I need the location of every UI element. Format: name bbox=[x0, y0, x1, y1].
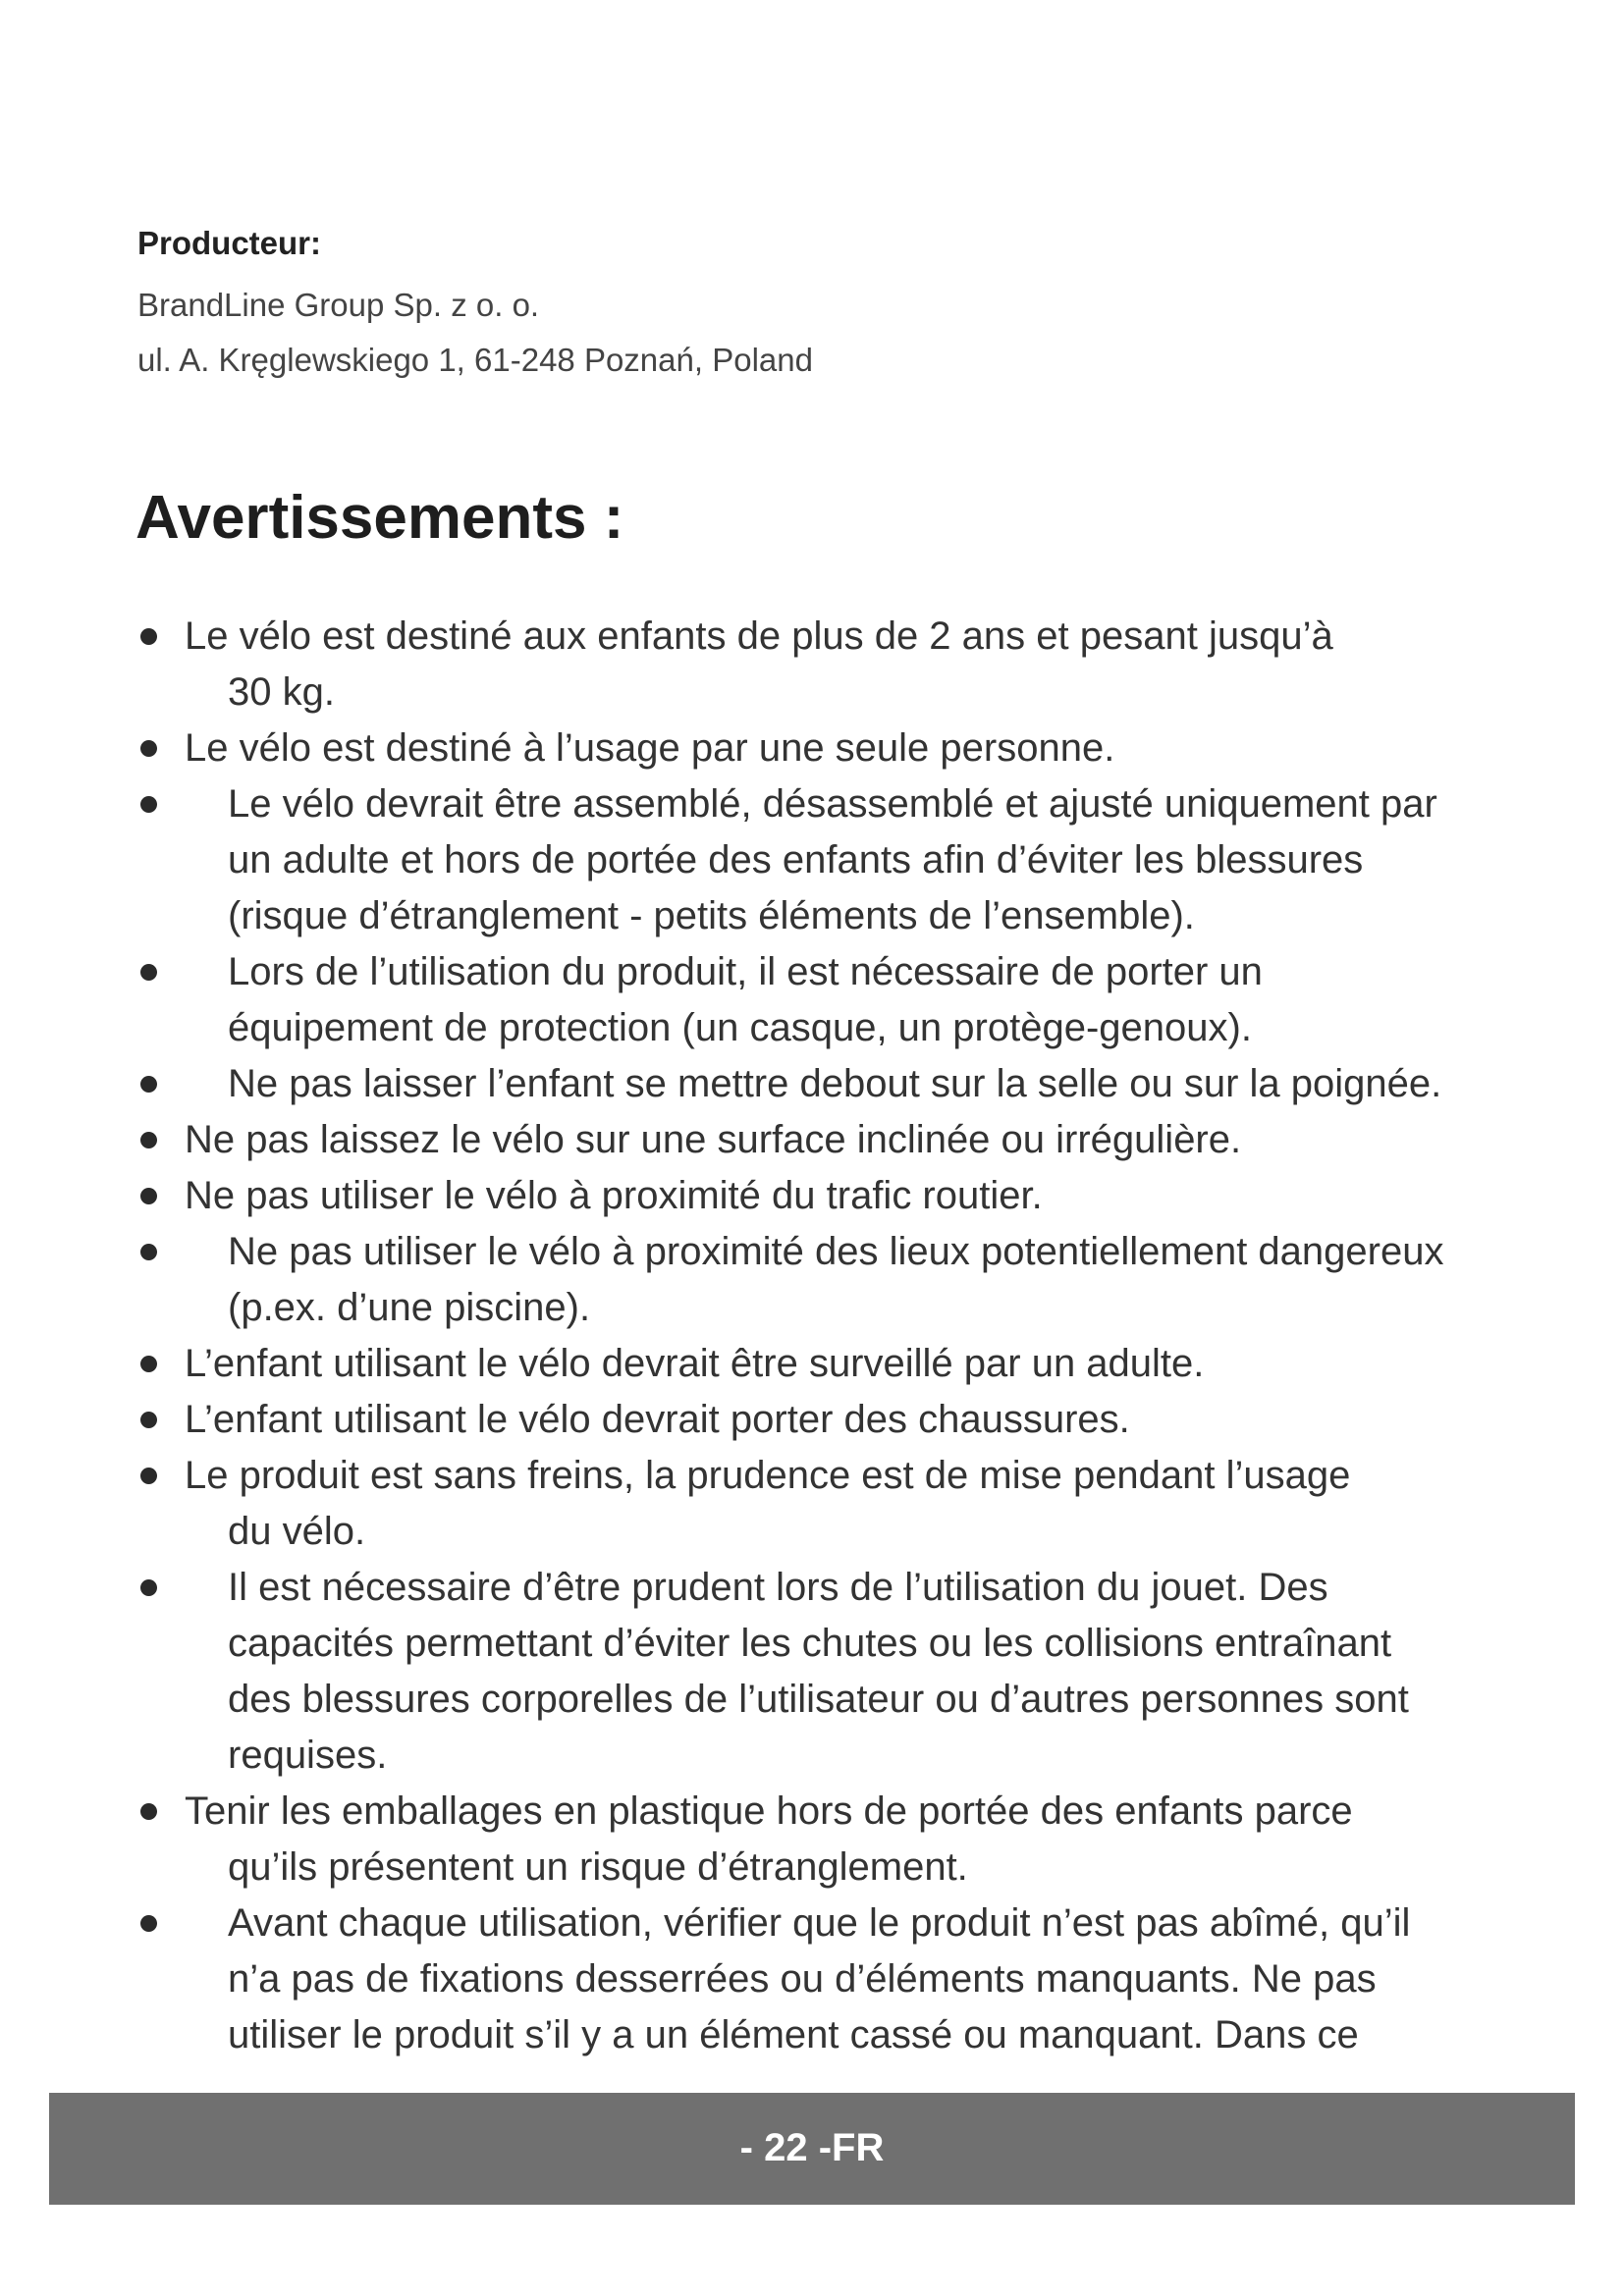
bullet-icon bbox=[140, 1188, 157, 1204]
warnings-heading: Avertissements : bbox=[135, 484, 624, 552]
bullet-icon bbox=[140, 740, 157, 757]
warning-text: Lors de l’utilisation du produit, il est nécessaire de porter un équipement de protection (un casque, un protège-genoux). bbox=[228, 950, 1263, 1049]
warning-item bbox=[0, 609, 1624, 721]
producer-block bbox=[137, 221, 1512, 388]
warning-text: Tenir les emballages en plastique hors de portée des enfants parce qu’ils présentent un risque d’étranglement. bbox=[185, 1789, 1353, 1889]
warning-item bbox=[0, 944, 1624, 1056]
bullet-icon bbox=[140, 1915, 157, 1932]
bullet-icon bbox=[140, 1356, 157, 1372]
warning-item bbox=[0, 1336, 1624, 1392]
bullet-icon bbox=[140, 1803, 157, 1820]
warning-item bbox=[0, 1896, 1624, 2063]
warning-text: L’enfant utilisant le vélo devrait être surveillé par un adulte. bbox=[185, 1342, 1205, 1385]
warning-text: Le vélo est destiné à l’usage par une seule personne. bbox=[185, 726, 1115, 770]
warning-item bbox=[0, 1392, 1624, 1448]
producer-label: Producteur: bbox=[137, 225, 322, 261]
bullet-icon bbox=[140, 964, 157, 981]
warning-text: Avant chaque utilisation, vérifier que le produit n’est pas abîmé, qu’il n’a pas de fixations desserrées ou d’éléments manquants. Ne pas utiliser le produit s’il y a un élément cassé ou manquant. Dans ce bbox=[228, 1901, 1411, 2056]
warning-item bbox=[0, 1056, 1624, 1112]
warning-item bbox=[0, 1112, 1624, 1168]
bullet-icon bbox=[140, 796, 157, 813]
warning-item bbox=[0, 1224, 1624, 1336]
producer-address: ul. A. Kręglewskiego 1, 61-248 Poznań, Poland bbox=[137, 342, 813, 378]
warning-item bbox=[0, 1784, 1624, 1896]
warning-item bbox=[0, 1168, 1624, 1224]
warning-text: Le produit est sans freins, la prudence est de mise pendant l’usage du vélo. bbox=[185, 1454, 1351, 1553]
bullet-icon bbox=[140, 1412, 157, 1428]
warning-text: Le vélo est destiné aux enfants de plus de 2 ans et pesant jusqu’à 30 kg. bbox=[185, 614, 1333, 714]
warning-text: L’enfant utilisant le vélo devrait porter des chaussures. bbox=[185, 1398, 1130, 1441]
warnings-list bbox=[0, 609, 1624, 2063]
bullet-icon bbox=[140, 1579, 157, 1596]
warning-text: Ne pas utiliser le vélo à proximité du trafic routier. bbox=[185, 1174, 1043, 1217]
warning-item bbox=[0, 721, 1624, 776]
warning-text: Le vélo devrait être assemblé, désassemblé et ajusté uniquement par un adulte et hors de portée des enfants afin d’éviter les blessures (risque d’étranglement - petits éléments de l’ensemble). bbox=[228, 782, 1437, 937]
warning-text: Ne pas laissez le vélo sur une surface inclinée ou irrégulière. bbox=[185, 1118, 1242, 1161]
bullet-icon bbox=[140, 1468, 157, 1484]
producer-company: BrandLine Group Sp. z o. o. bbox=[137, 287, 540, 323]
warning-item bbox=[0, 1448, 1624, 1560]
warning-item bbox=[0, 776, 1624, 944]
warning-text: Il est nécessaire d’être prudent lors de l’utilisation du jouet. Des capacités permettant d’éviter les chutes ou les collisions entraînant des blessures corporelles de l’utilisateur ou d’autres personnes sont requises. bbox=[228, 1566, 1409, 1777]
bullet-icon bbox=[140, 1244, 157, 1260]
page-number: - 22 -FR bbox=[739, 2126, 885, 2169]
warning-text: Ne pas laisser l’enfant se mettre debout sur la selle ou sur la poignée. bbox=[228, 1062, 1442, 1105]
bullet-icon bbox=[140, 1076, 157, 1093]
bullet-icon bbox=[140, 1132, 157, 1148]
bullet-icon bbox=[140, 628, 157, 645]
page-footer bbox=[49, 2093, 1575, 2205]
warning-item bbox=[0, 1560, 1624, 1784]
warning-text: Ne pas utiliser le vélo à proximité des lieux potentiellement dangereux (p.ex. d’une piscine). bbox=[228, 1230, 1444, 1329]
